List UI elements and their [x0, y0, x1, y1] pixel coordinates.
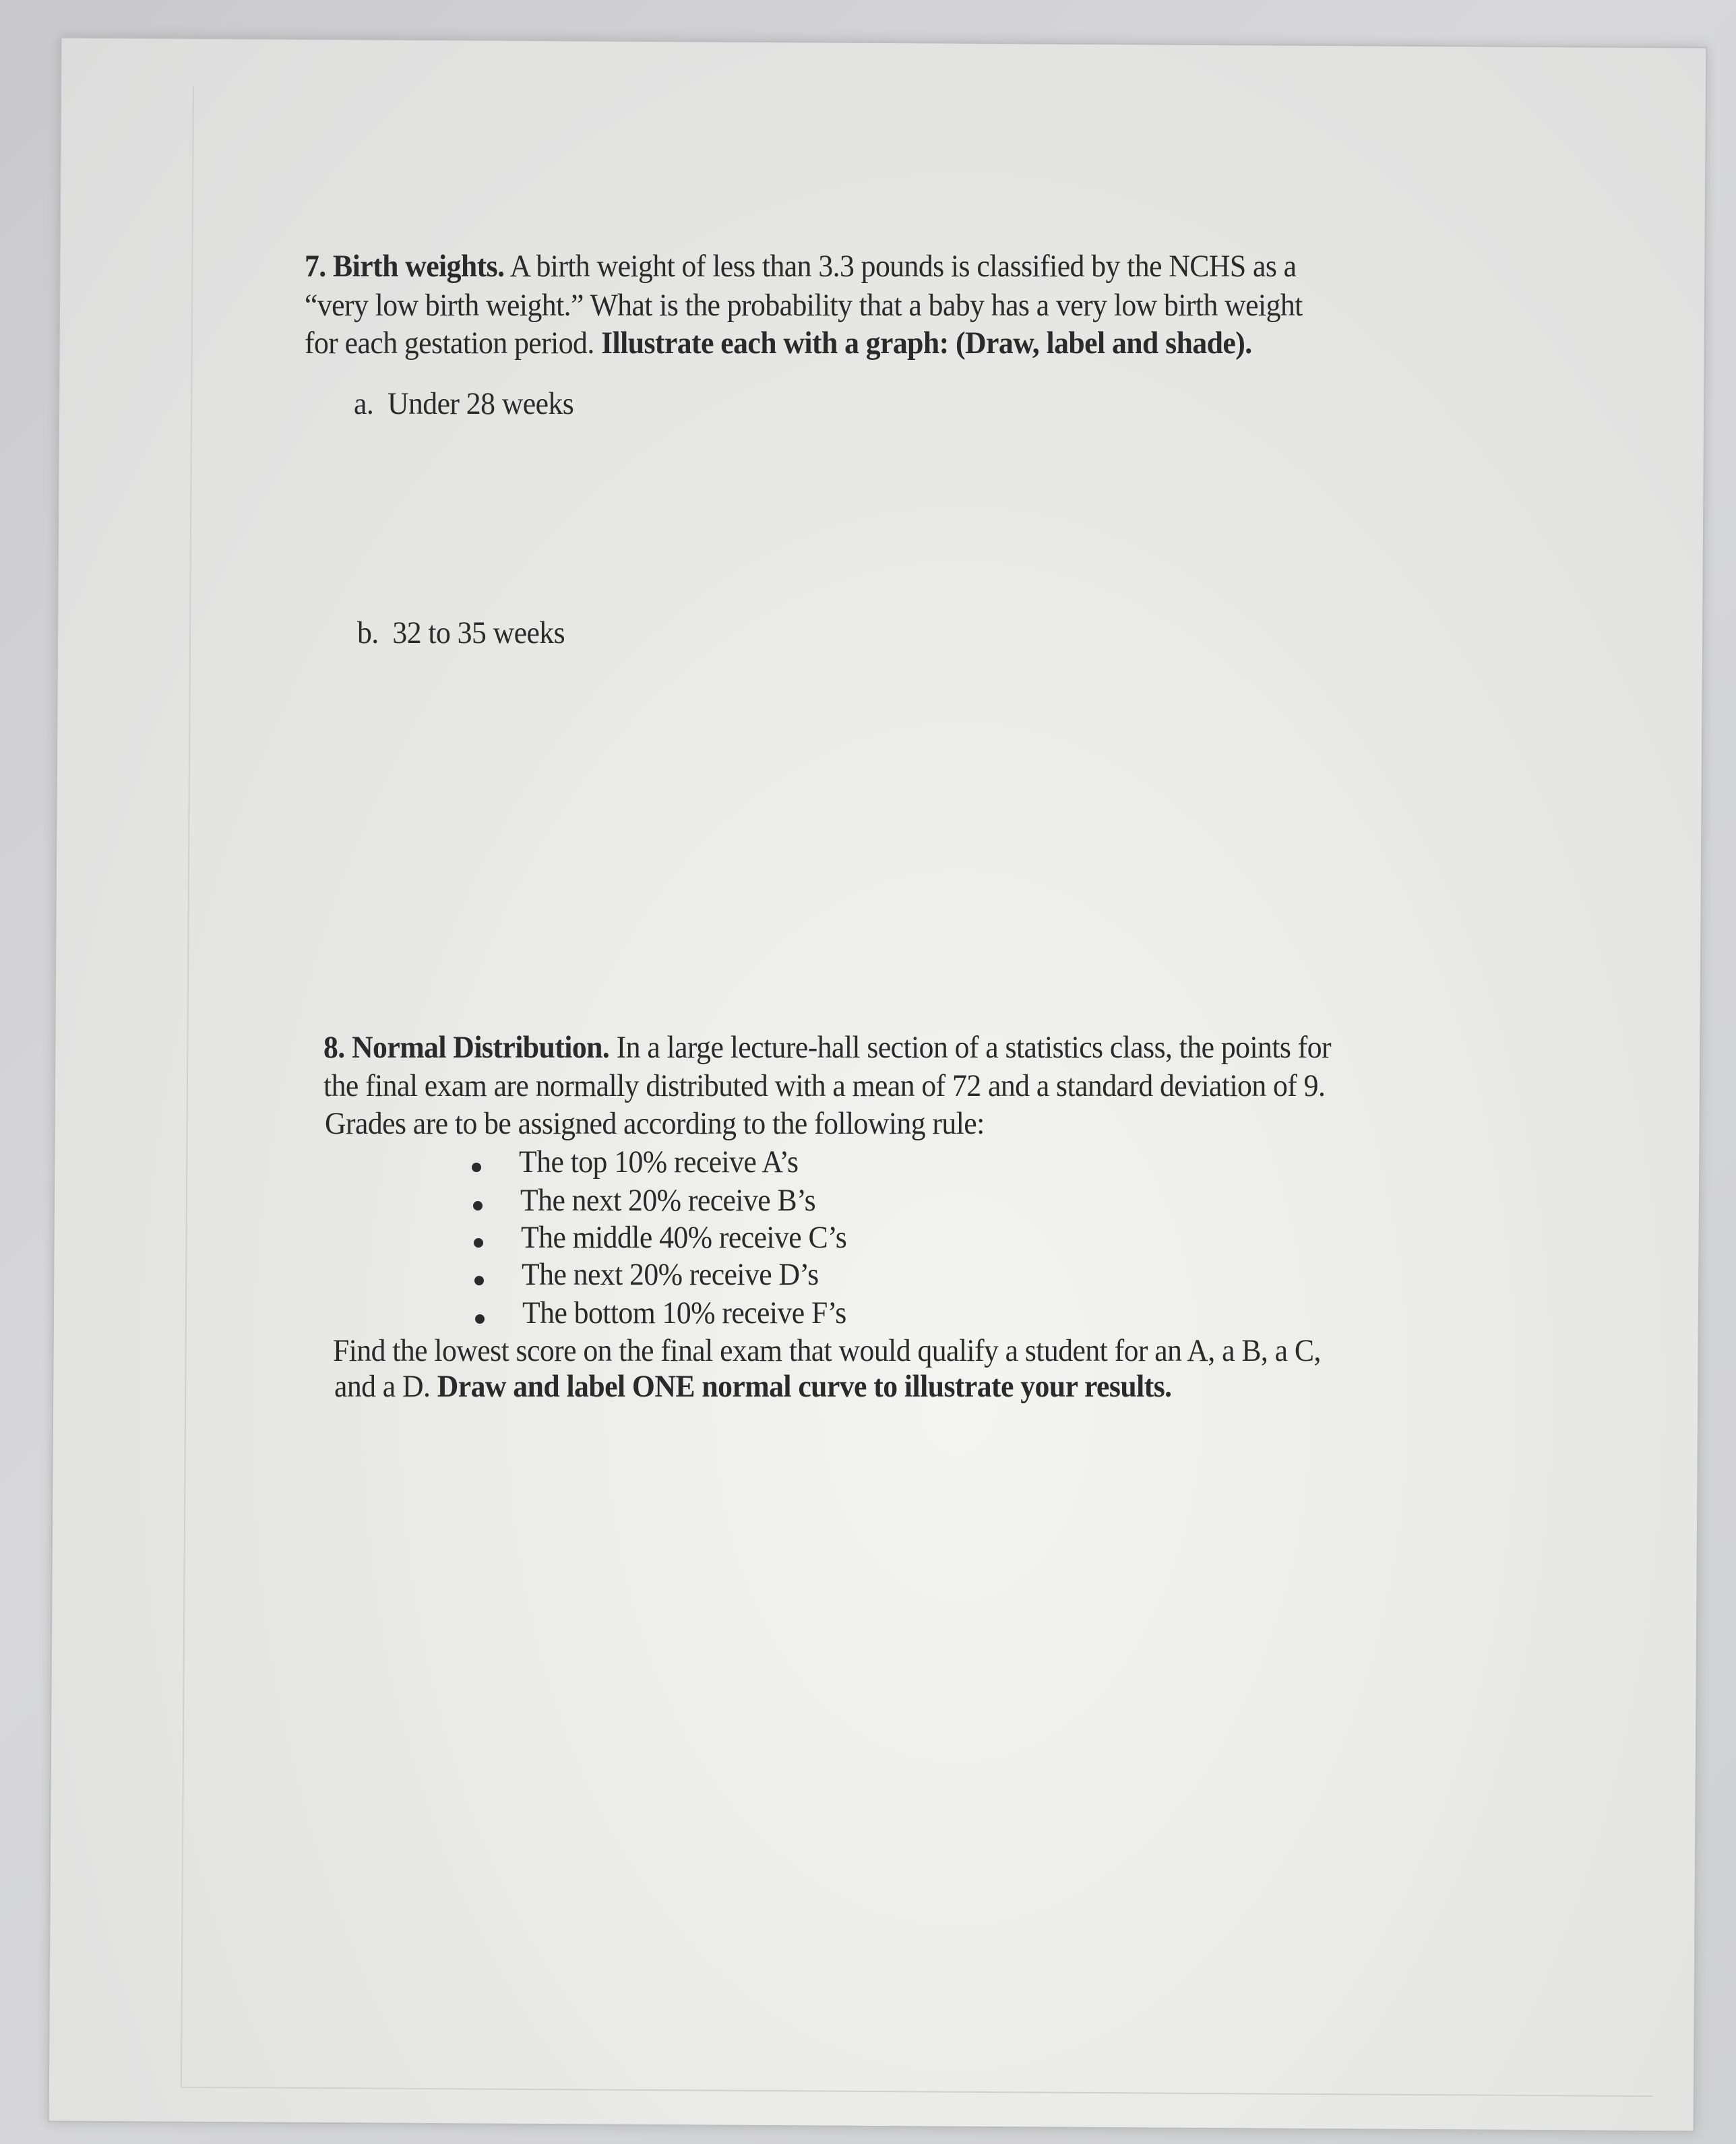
q8-line-2: the final exam are normally distributed with a mean of 72 and a standard deviation of 9.	[323, 1068, 1326, 1103]
q7-line-2: “very low birth weight.” What is the probability that a baby has a very low birth weight	[305, 288, 1303, 323]
rule-item: The middle 40% receive C’s	[521, 1220, 847, 1255]
q8-text: In a large lecture-hall section of a statistics class, the points for	[616, 1030, 1332, 1065]
q7-part-b	[357, 615, 565, 651]
q7-text: A birth weight of less than 3.3 pounds is classified by the NCHS as a	[509, 249, 1297, 284]
q8-title: Normal Distribution.	[352, 1030, 610, 1065]
q7-number: 7.	[305, 249, 326, 284]
rule-item: The next 20% receive B’s	[520, 1183, 816, 1218]
q7-line-3-text: for each gestation period.	[305, 326, 594, 361]
bullet-icon	[474, 1276, 484, 1285]
part-label: a.	[354, 386, 374, 421]
q7-instruction: Illustrate each with a graph: (Draw, label and shade).	[601, 326, 1252, 361]
rule-item: The top 10% receive A’s	[519, 1144, 799, 1180]
bullet-icon	[474, 1238, 483, 1248]
q7-line-3	[305, 325, 1252, 361]
q8-instruction: Draw and label ONE normal curve to illustrate your results.	[437, 1369, 1172, 1404]
part-label: b.	[357, 615, 379, 650]
q8-find-text: and a D.	[334, 1369, 431, 1404]
rule-item: The next 20% receive D’s	[522, 1257, 819, 1292]
q7-line-1	[305, 248, 1297, 284]
rule-item: The bottom 10% receive F’s	[522, 1295, 846, 1330]
bullet-icon	[473, 1201, 483, 1211]
bullet-icon	[472, 1163, 481, 1172]
q8-find-line-2	[334, 1368, 1172, 1405]
q7-part-a	[354, 386, 574, 422]
part-text: 32 to 35 weeks	[392, 615, 565, 650]
q8-line-3: Grades are to be assigned according to the following rule:	[325, 1106, 985, 1141]
q7-title: Birth weights.	[333, 249, 505, 284]
q8-number: 8.	[323, 1030, 345, 1065]
q8-line-1	[323, 1029, 1331, 1066]
bullet-icon	[475, 1314, 485, 1324]
part-text: Under 28 weeks	[387, 386, 574, 421]
q8-find-line-1: Find the lowest score on the final exam that would qualify a student for an A, a B, a C,	[333, 1333, 1321, 1368]
